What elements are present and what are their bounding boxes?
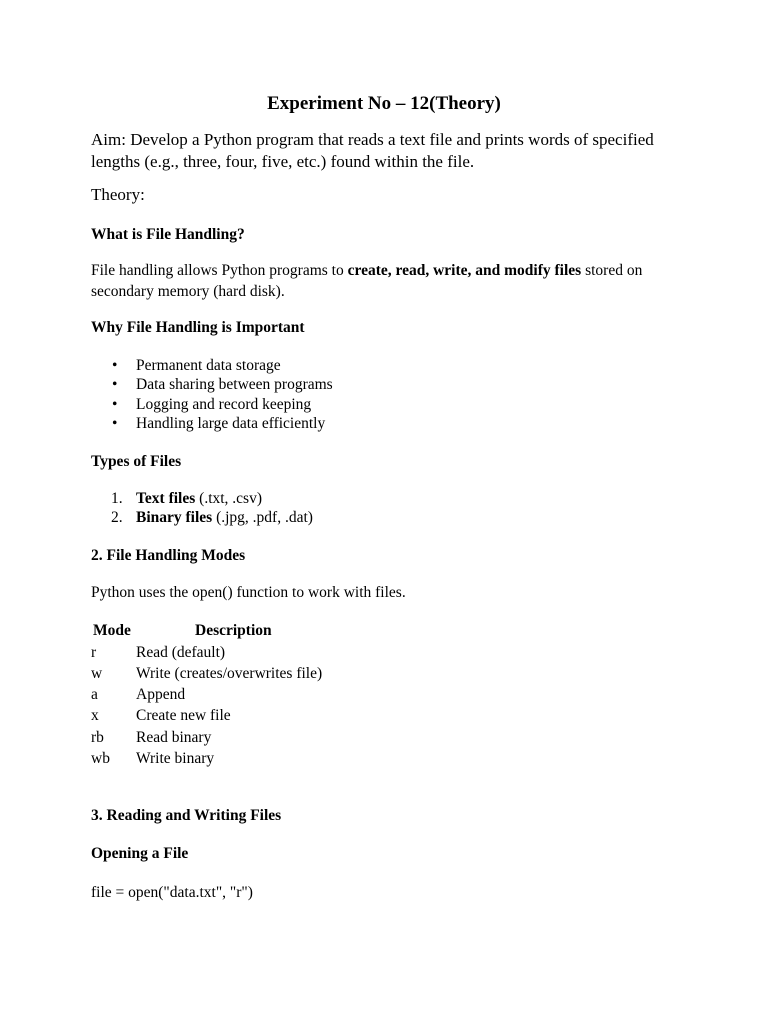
table-cell-mode: rb bbox=[91, 729, 104, 746]
table-cell-description: Append bbox=[136, 686, 186, 703]
bullet-icon: • bbox=[112, 415, 118, 432]
table-header-description: Description bbox=[195, 622, 272, 639]
table-cell-mode: a bbox=[91, 686, 98, 703]
list-item-text: Permanent data storage bbox=[136, 357, 281, 374]
list-item-text: Data sharing between programs bbox=[136, 376, 333, 393]
what-para-pre: File handling allows Python programs to bbox=[91, 262, 348, 279]
table-cell-description: Read (default) bbox=[136, 644, 226, 661]
opening-file-subheading: Opening a File bbox=[91, 845, 189, 862]
file-type-name: Text files bbox=[136, 490, 196, 507]
file-type-name: Binary files bbox=[136, 509, 213, 526]
aim-line-1: Aim: Develop a Python program that reads a text file and prints words of specified bbox=[91, 130, 654, 149]
aim-line-2: lengths (e.g., three, four, five, etc.) found within the file. bbox=[91, 152, 475, 171]
types-heading: Types of Files bbox=[91, 453, 182, 470]
bullet-icon: • bbox=[112, 396, 118, 413]
what-paragraph-line-1 bbox=[91, 262, 642, 280]
list-number: 1. bbox=[111, 490, 123, 507]
page-title: Experiment No – 12(Theory) bbox=[267, 93, 501, 114]
what-paragraph-line-2: secondary memory (hard disk). bbox=[91, 283, 285, 300]
bullet-icon: • bbox=[112, 357, 118, 374]
table-cell-description: Read binary bbox=[136, 729, 212, 746]
what-para-post: stored on bbox=[581, 262, 643, 279]
file-type-extensions: (.jpg, .pdf, .dat) bbox=[212, 509, 313, 526]
code-line: file = open("data.txt", "r") bbox=[91, 884, 253, 901]
what-heading: What is File Handling? bbox=[91, 226, 245, 243]
why-heading: Why File Handling is Important bbox=[91, 319, 305, 336]
reading-writing-heading: 3. Reading and Writing Files bbox=[91, 807, 282, 824]
table-header-mode: Mode bbox=[93, 622, 131, 639]
table-cell-description: Write binary bbox=[136, 750, 215, 767]
bullet-icon: • bbox=[112, 376, 118, 393]
table-cell-description: Create new file bbox=[136, 707, 231, 724]
table-cell-description: Write (creates/overwrites file) bbox=[136, 665, 323, 682]
list-item-text: Handling large data efficiently bbox=[136, 415, 326, 432]
list-item-text bbox=[136, 509, 313, 527]
modes-heading: 2. File Handling Modes bbox=[91, 547, 246, 564]
table-cell-mode: r bbox=[91, 644, 97, 661]
table-cell-mode: wb bbox=[91, 750, 110, 767]
list-number: 2. bbox=[111, 509, 123, 526]
list-item-text bbox=[136, 490, 262, 508]
table-cell-mode: w bbox=[91, 665, 103, 682]
theory-label: Theory: bbox=[91, 185, 145, 204]
table-cell-mode: x bbox=[91, 707, 99, 724]
what-para-bold: create, read, write, and modify files bbox=[347, 262, 582, 279]
file-type-extensions: (.txt, .csv) bbox=[195, 490, 263, 507]
modes-intro: Python uses the open() function to work with files. bbox=[91, 584, 406, 601]
list-item-text: Logging and record keeping bbox=[136, 396, 312, 413]
